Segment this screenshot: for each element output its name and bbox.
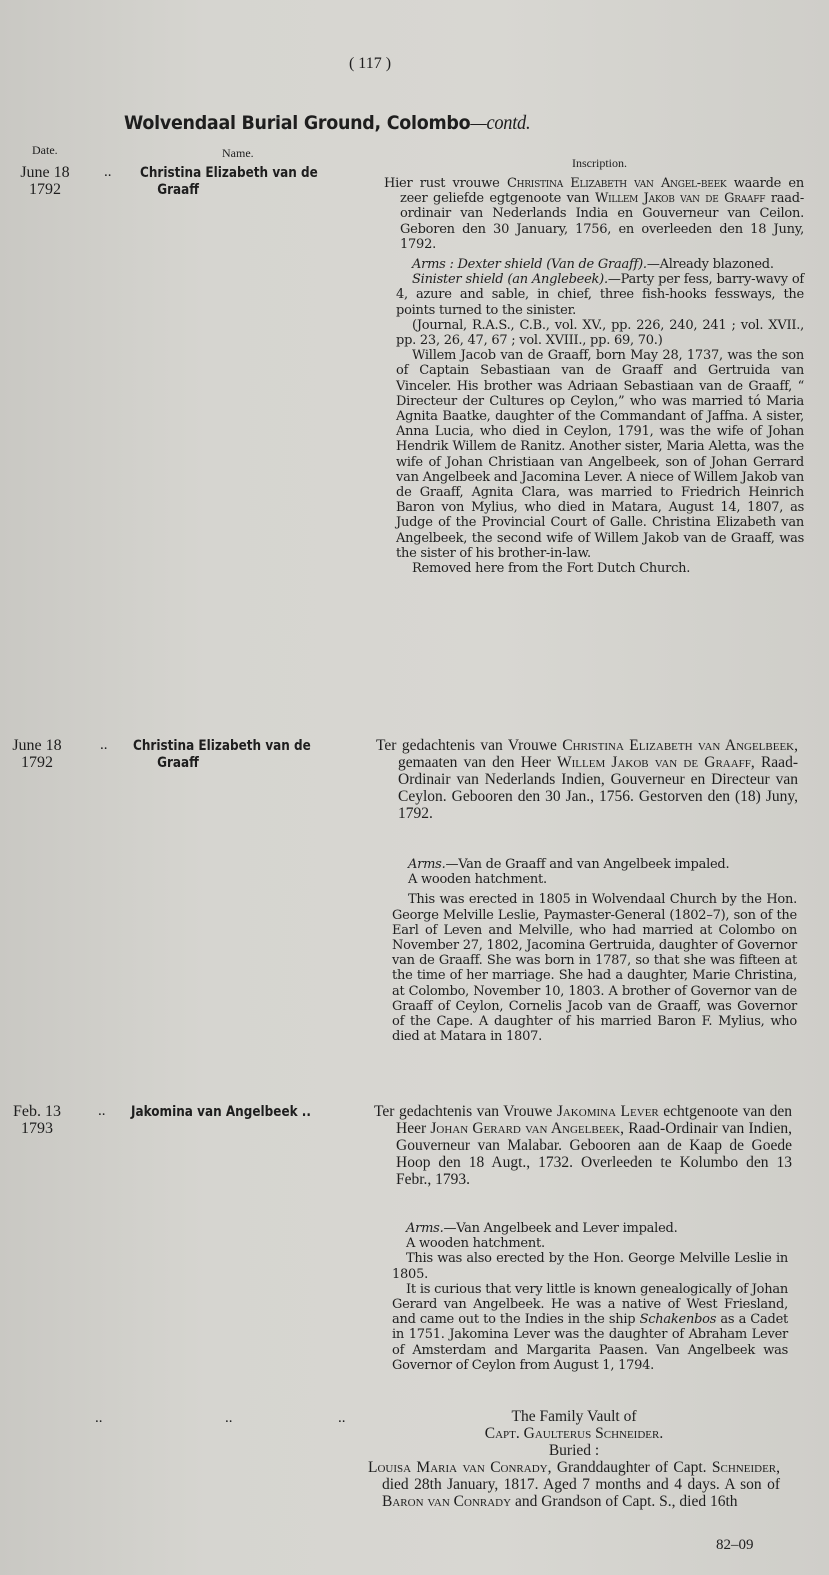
arms-label: Arms : Dexter shield (Van de Graaff). xyxy=(412,257,647,273)
text-run: echtgenoote van den Heer xyxy=(396,1103,792,1137)
name-smallcaps: Johan Gerard van Angelbeek xyxy=(430,1120,621,1137)
entry-name: Jakomina van Angelbeek .. xyxy=(131,1104,311,1120)
title-contd: —contd. xyxy=(470,112,531,134)
text-run: Hier rust vrouwe xyxy=(384,176,507,191)
family-vault xyxy=(368,1408,780,1510)
text-run: waarde en zeer geliefde egtgenoote van xyxy=(400,176,804,207)
entry-date xyxy=(10,164,80,198)
date-day: June 18 xyxy=(20,164,70,181)
entry-inscription xyxy=(376,737,798,822)
text-run: —Van Angelbeek and Lever impaled. xyxy=(443,1221,678,1236)
entry-notes xyxy=(392,857,797,1044)
entry-date xyxy=(2,737,72,771)
leader-dots: .. xyxy=(225,1410,233,1426)
arms-label: Arms. xyxy=(408,857,446,872)
text-run: raad-ordinair van Nederlands India en Gouverneur van Ceilon. Geboren den 30 January, 1756, en overleeden den 18 Juny, 1792. xyxy=(400,191,805,252)
name-smallcaps: Schneider xyxy=(711,1459,777,1476)
name-line1: Christina Elizabeth van de xyxy=(140,165,318,181)
text-run: , died 28th January, 1817. Aged 7 months and 4 days. A son of xyxy=(382,1459,781,1493)
journal-ref: (Journal, R.A.S., C.B., vol. XV., pp. 226, 240, 241 ; vol. XVII., pp. 23, 26, 47, 67 ; vol. XVIII., pp. 69, 70.) xyxy=(396,317,804,349)
vault-owner: Capt. Gaulterus Schneider. xyxy=(484,1425,664,1442)
name-smallcaps: Christina Elizabeth van Angel-beek xyxy=(506,176,727,191)
text-run: —Van de Graaff and van Angelbeek impaled. xyxy=(445,857,730,872)
name-smallcaps: Louisa Maria van Conrady xyxy=(368,1459,548,1476)
text-run: as a Cadet in 1751. Jakomina Lever was the daughter of Abraham Lever of Amsterdam and Margarita Paasen. Van Angelbeek was Governor of Ceylon from August 1, 1794. xyxy=(392,1312,788,1373)
leader-dots: .. xyxy=(338,1410,346,1426)
text-run: —Party per fess, barry-wavy of 4, azure and sable, in chief, three fish-hooks fessways, the points turned to the sinister. xyxy=(396,272,804,318)
removed-note: Removed here from the Fort Dutch Church. xyxy=(412,561,691,577)
leader-dots: .. xyxy=(104,164,112,180)
text-run: , Granddaughter of Capt. xyxy=(547,1459,712,1476)
printer-signature: 82–09 xyxy=(716,1537,754,1553)
name-smallcaps: Jakomina Lever xyxy=(556,1103,659,1120)
arms-label: Sinister shield (an Anglebeek). xyxy=(412,272,608,288)
erected-note: This was also erected by the Hon. George Melville Leslie in 1805. xyxy=(392,1251,788,1282)
name-line2: Graaff xyxy=(157,755,199,771)
burial-record xyxy=(368,1459,780,1510)
page-number: ( 117 ) xyxy=(348,55,392,72)
leader-dots: .. xyxy=(98,1103,106,1119)
hatchment-note: A wooden hatchment. xyxy=(406,1236,545,1252)
buried-label: Buried : xyxy=(548,1442,600,1459)
title-main: Wolvendaal Burial Ground, Colombo xyxy=(124,112,471,134)
inscription-text xyxy=(376,737,798,822)
date-year: 1792 xyxy=(21,754,53,771)
entry-name xyxy=(133,738,311,772)
erected-note: This was erected in 1805 in Wolvendaal Church by the Hon. George Melville Leslie, Paymaster-General (1802–7), son of the Earl of Leven and Melville, who had married at Colombo on November 27, 1802, Jacomina Gertruida, daughter of Governor van de Graaff. She was born in 1787, so that she was fifteen at the time of her marriage. She had a daughter, Marie Christina, at Colombo, November 10, 1803. A brother of Governor van de Graaff of Ceylon, Cornelis Jacob van de Graaff, was Governor of the Cape. A daughter of his married Baron F. Mylius, who died at Matara in 1807. xyxy=(392,892,797,1045)
text-run: Ter gedachtenis van Vrouwe xyxy=(374,1103,557,1120)
leader-dots: .. xyxy=(100,737,108,753)
entry-name xyxy=(140,165,318,199)
text-run: , gemaaten van den Heer xyxy=(398,737,798,771)
text-run: and Grandson of Capt. S., died 16th xyxy=(511,1493,738,1510)
arms-label: Arms. xyxy=(406,1221,444,1236)
name-line1: Christina Elizabeth van de xyxy=(133,738,311,754)
text-run: , Raad-Ordinair van Indien, Gouverneur van Malabar. Gebooren aan de Kaap de Goede Hoop den 18 Augt., 1732. Overleeden te Kolumbo den 13 Febr., 1793. xyxy=(396,1120,792,1188)
leader-dots: .. xyxy=(95,1410,103,1426)
entry-notes xyxy=(392,1221,788,1373)
entry-inscription xyxy=(374,1103,792,1188)
inscription-text xyxy=(384,176,804,252)
header-name: Name. xyxy=(222,146,254,160)
arms-note xyxy=(392,857,797,872)
header-inscription: Inscription. xyxy=(572,156,627,170)
arms-sinister xyxy=(384,272,804,318)
hatchment-note: A wooden hatchment. xyxy=(408,872,547,888)
entry-date xyxy=(2,1103,72,1137)
name-smallcaps: Willem Jakob van de Graaff xyxy=(594,191,766,207)
ship-name: Schakenbos xyxy=(639,1312,717,1328)
curious-note xyxy=(392,1282,788,1373)
date-day: Feb. 13 xyxy=(13,1103,61,1120)
name-smallcaps: Christina Elizabeth van Angelbeek xyxy=(562,737,795,754)
date-year: 1793 xyxy=(21,1120,53,1137)
text-run: , Raad-Ordinair van Nederlands Indien, Gouverneur en Directeur van Ceylon. Gebooren den 30 Jan., 1756. Gestorven den (18) Juny, 1792. xyxy=(398,754,798,822)
text-run: —Already blazoned. xyxy=(646,257,774,273)
text-run: It is curious that very little is known genealogically of Johan Gerard van Angelbeek. He was a native of West Friesland, and came out to the Indies in the ship xyxy=(392,1281,788,1328)
name-smallcaps: Baron van Conrady xyxy=(382,1493,512,1510)
name-smallcaps: Willem Jakob van de Graaff xyxy=(557,754,751,771)
arms-note xyxy=(392,1221,788,1236)
name-line2: Graaff xyxy=(157,182,200,198)
vault-heading: The Family Vault of xyxy=(511,1408,637,1425)
date-day: June 18 xyxy=(12,737,62,754)
entry-inscription xyxy=(384,176,804,576)
page-title xyxy=(124,112,530,135)
header-date: Date. xyxy=(32,143,58,157)
text-run: Ter gedachtenis van Vrouwe xyxy=(376,737,563,754)
date-year: 1792 xyxy=(29,181,61,198)
biography: Willem Jacob van de Graaff, born May 28, 1737, was the son of Captain Sebastiaan van de Graaff and Gertruida van Vinceler. His brother was Adriaan Sebastiaan van de Graaff, “ Directeur der Cultures op Ceylon,” who was married tó Maria Agnita Baatke, daughter of the Commandant of Jaffna. A sister, Anna Lucia, who died in Ceylon, 1791, was the wife of Johan Hendrik Willem de Ranitz. Another sister, Maria Aletta, was the wife of Johan Christiaan van Angelbeek, son of Johan Gerrard van Angelbeek and Jacomina Lever. A niece of Willem Jakob van de Graaff, Agnita Clara, was married to Friedrich Heinrich Baron von Mylius, who died in Matara, August 14, 1807, as Judge of the Provincial Court of Galle. Christina Elizabeth van Angelbeek, the second wife of Willem Jakob van de Graaff, was the sister of his brother-in-law. xyxy=(396,348,804,561)
arms-note xyxy=(384,257,804,272)
inscription-text xyxy=(374,1103,792,1188)
